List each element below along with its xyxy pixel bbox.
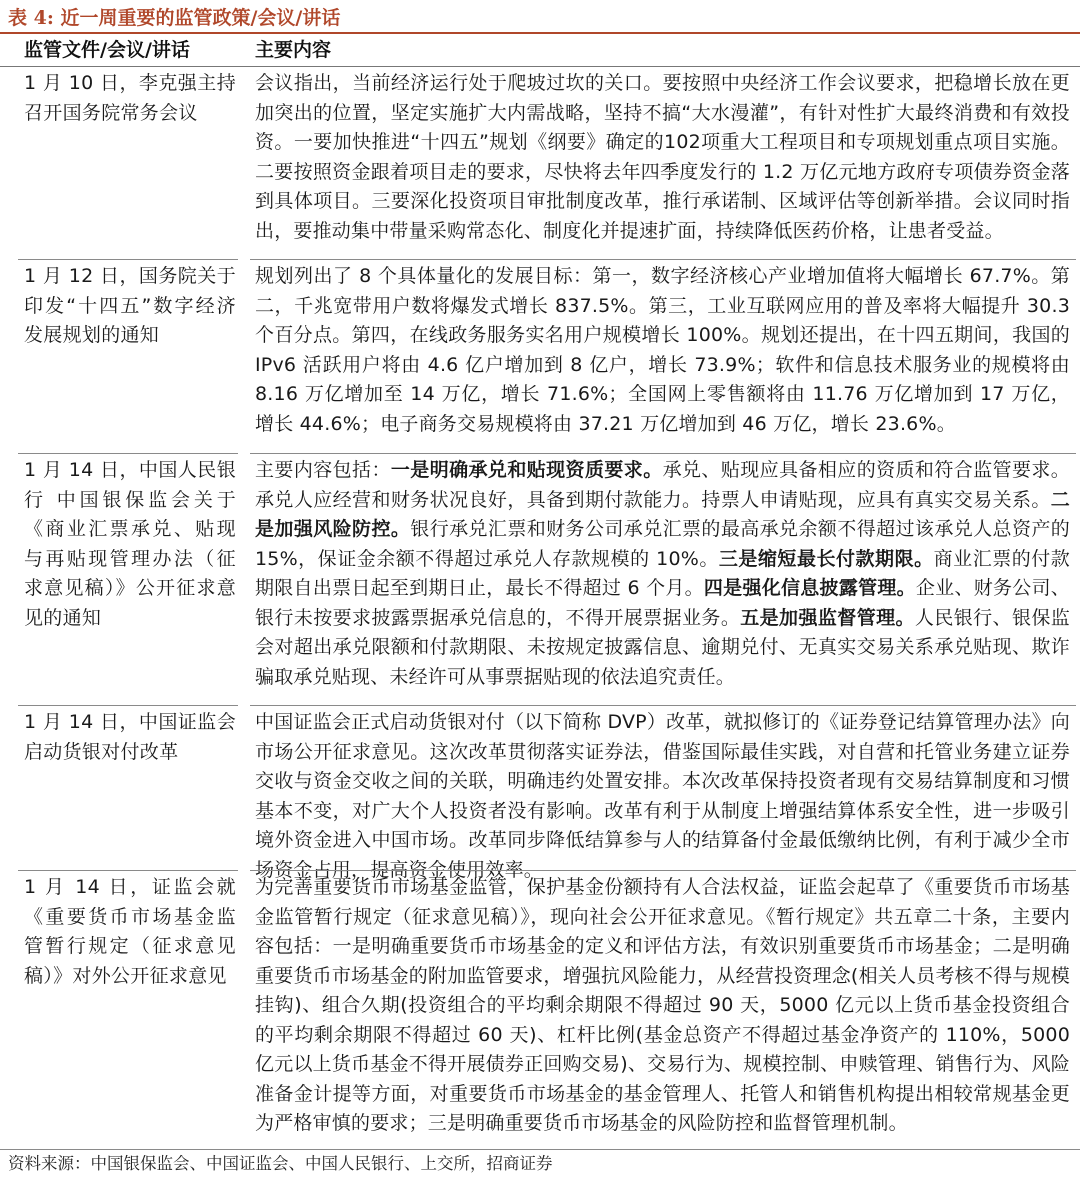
table-top-rule	[0, 32, 1080, 34]
row-title: 1 月 12 日，国务院关于印发“十四五”数字经济发展规划的通知	[24, 265, 236, 346]
header-rule	[0, 66, 1080, 67]
row-content	[255, 873, 1070, 1139]
content-segment: 规划列出了 8 个具体量化的发展目标：第一，数字经济核心产业增加值将大幅增长 67.7%。第二，千兆宽带用户数将爆发式增长 837.5%。第三，工业互联网应用的普及率将大幅提升 30.3 个百分点。第四，在线政务服务实名用户规模增长 100%。规划还提出，在十四五期间，我国的 IPv6 活跃用户将由 4.6 亿户增加到 8 亿户，增长 73.9%；软件和信息技术服务业的规模将由 8.16 万亿增加至 14 万亿，增长 71.6%；全国网上零售额将由 11.76 万亿增加到 17 万亿，增长 44.6%；电子商务交易规模将由 37.21 万亿增加到 46 万亿，增长 23.6%。	[255, 265, 1070, 435]
content-highlight: 二是加强风险防控。	[255, 488, 1070, 540]
content-segment: 中国证监会正式启动货银对付（以下简称 DVP）改革，就拟修订的《证券登记结算管理办法》向市场公开征求意见。这次改革贯彻落实证券法，借鉴国际最佳实践，对自营和托管业务建立证券交收与资金交收之间的关联，明确违约处置安排。本次改革保持投资者现有交易结算制度和习惯基本不变，对广大个人投资者没有影响。改革有利于从制度上增强结算体系安全性，进一步吸引境外资金进入中国市场。改革同步降低结算参与人的结算备付金最低缴纳比例，有利于减少全市场资金占用，提高资金使用效率。	[255, 711, 1070, 881]
table-bottom-rule	[0, 1149, 1080, 1150]
row-divider-left	[18, 259, 238, 260]
row-title: 1 月 14 日，中国证监会启动货银对付改革	[24, 711, 236, 763]
row-divider-left	[18, 870, 238, 871]
table-caption: 表 4: 近一周重要的监管政策/会议/讲话	[8, 7, 341, 29]
header-documents: 监管文件/会议/讲话	[24, 39, 190, 61]
content-segment: 企业、财务公司、银行未按要求披露票据承兑信息的，不得开展票据业务。	[255, 577, 1071, 629]
header-content: 主要内容	[255, 39, 332, 61]
content-segment: 主要内容包括：	[255, 459, 391, 481]
row-content	[255, 69, 1070, 246]
content-segment: 银行承兑汇票和财务公司承兑汇票的最高承兑余额不得超过该承兑人总资产的 15%，保证金余额不得超过承兑人存款规模的 10%。	[255, 518, 1070, 570]
source-note: 资料来源：中国银保监会、中国证监会、中国人民银行、上交所，招商证券	[8, 1154, 553, 1173]
row-content	[255, 456, 1070, 692]
content-highlight: 三是缩短最长付款期限。	[718, 547, 934, 570]
content-segment: 商业汇票的付款期限自出票日起至到期日止，最长不得超过 6 个月。	[255, 547, 1070, 599]
row-divider-right	[250, 870, 1076, 871]
row-content	[255, 708, 1070, 885]
row-divider-left	[18, 453, 238, 454]
content-highlight: 一是明确承兑和贴现资质要求。	[390, 459, 663, 481]
row-divider-right	[250, 453, 1076, 454]
content-highlight: 四是强化信息披露管理。	[703, 577, 916, 599]
row-title: 1 月 10 日，李克强主持召开国务院常务会议	[24, 72, 236, 124]
content-segment: 会议指出，当前经济运行处于爬坡过坎的关口。要按照中央经济工作会议要求，把稳增长放在更加突出的位置，坚定实施扩大内需战略，坚持不搞“大水漫灌”，有针对性扩大最终消费和有效投资。一要加快推进“十四五”规划《纲要》确定的102项重大工程项目和专项规划重点项目实施。二要按照资金跟着项目走的要求，尽快将去年四季度发行的 1.2 万亿元地方政府专项债券资金落到具体项目。三要深化投资项目审批制度改革，推行承诺制、区域评估等创新举措。会议同时指出，要推动集中带量采购常态化、制度化并提速扩面，持续降低医药价格，让患者受益。	[255, 72, 1070, 242]
content-segment: 承兑、贴现应具备相应的资质和符合监管要求。承兑人应经营和财务状况良好，具备到期付款能力。持票人申请贴现，应具有真实交易关系。	[255, 459, 1070, 511]
row-title: 1 月 14 日，中国人民银行 中国银保监会关于《商业汇票承兑、贴现与再贴现管理办法（征求意见稿）》公开征求意见的通知	[24, 459, 236, 629]
row-title: 1 月 14 日，证监会就《重要货币市场基金监管暂行规定（征求意见稿）》对外公开征求意见	[24, 876, 236, 987]
row-divider-left	[18, 705, 238, 706]
content-segment: 人民银行、银保监会对超出承兑限额和付款期限、未按规定披露信息、逾期兑付、无真实交易关系承兑贴现、欺诈骗取承兑贴现、未经许可从事票据贴现的依法追究责任。	[255, 606, 1070, 688]
content-segment: 为完善重要货币市场基金监管，保护基金份额持有人合法权益，证监会起草了《重要货币市场基金监管暂行规定（征求意见稿）》，现向社会公开征求意见。《暂行规定》共五章二十条，主要内容包括：一是明确重要货币市场基金的定义和评估方法，有效识别重要货币市场基金；二是明确重要货币市场基金的附加监管要求，增强抗风险能力，从经营投资理念(相关人员考核不得与规模挂钩)、组合久期(投资组合的平均剩余期限不得超过 90 天，5000 亿元以上货币基金投资组合的平均剩余期限不得超过 60 天)、杠杆比例(基金总资产不得超过基金净资产的 110%，5000 亿元以上货币基金不得开展债券正回购交易)、交易行为、规模控制、申赎管理、销售行为、风险准备金计提等方面，对重要货币市场基金的基金管理人、托管人和销售机构提出相较常规基金更为严格审慎的要求；三是明确重要货币市场基金的风险防控和监督管理机制。	[255, 876, 1070, 1134]
row-divider-right	[250, 259, 1076, 260]
content-highlight: 五是加强监督管理。	[740, 606, 915, 629]
row-divider-right	[250, 705, 1076, 706]
row-content	[255, 262, 1070, 439]
table-header	[0, 35, 1080, 65]
